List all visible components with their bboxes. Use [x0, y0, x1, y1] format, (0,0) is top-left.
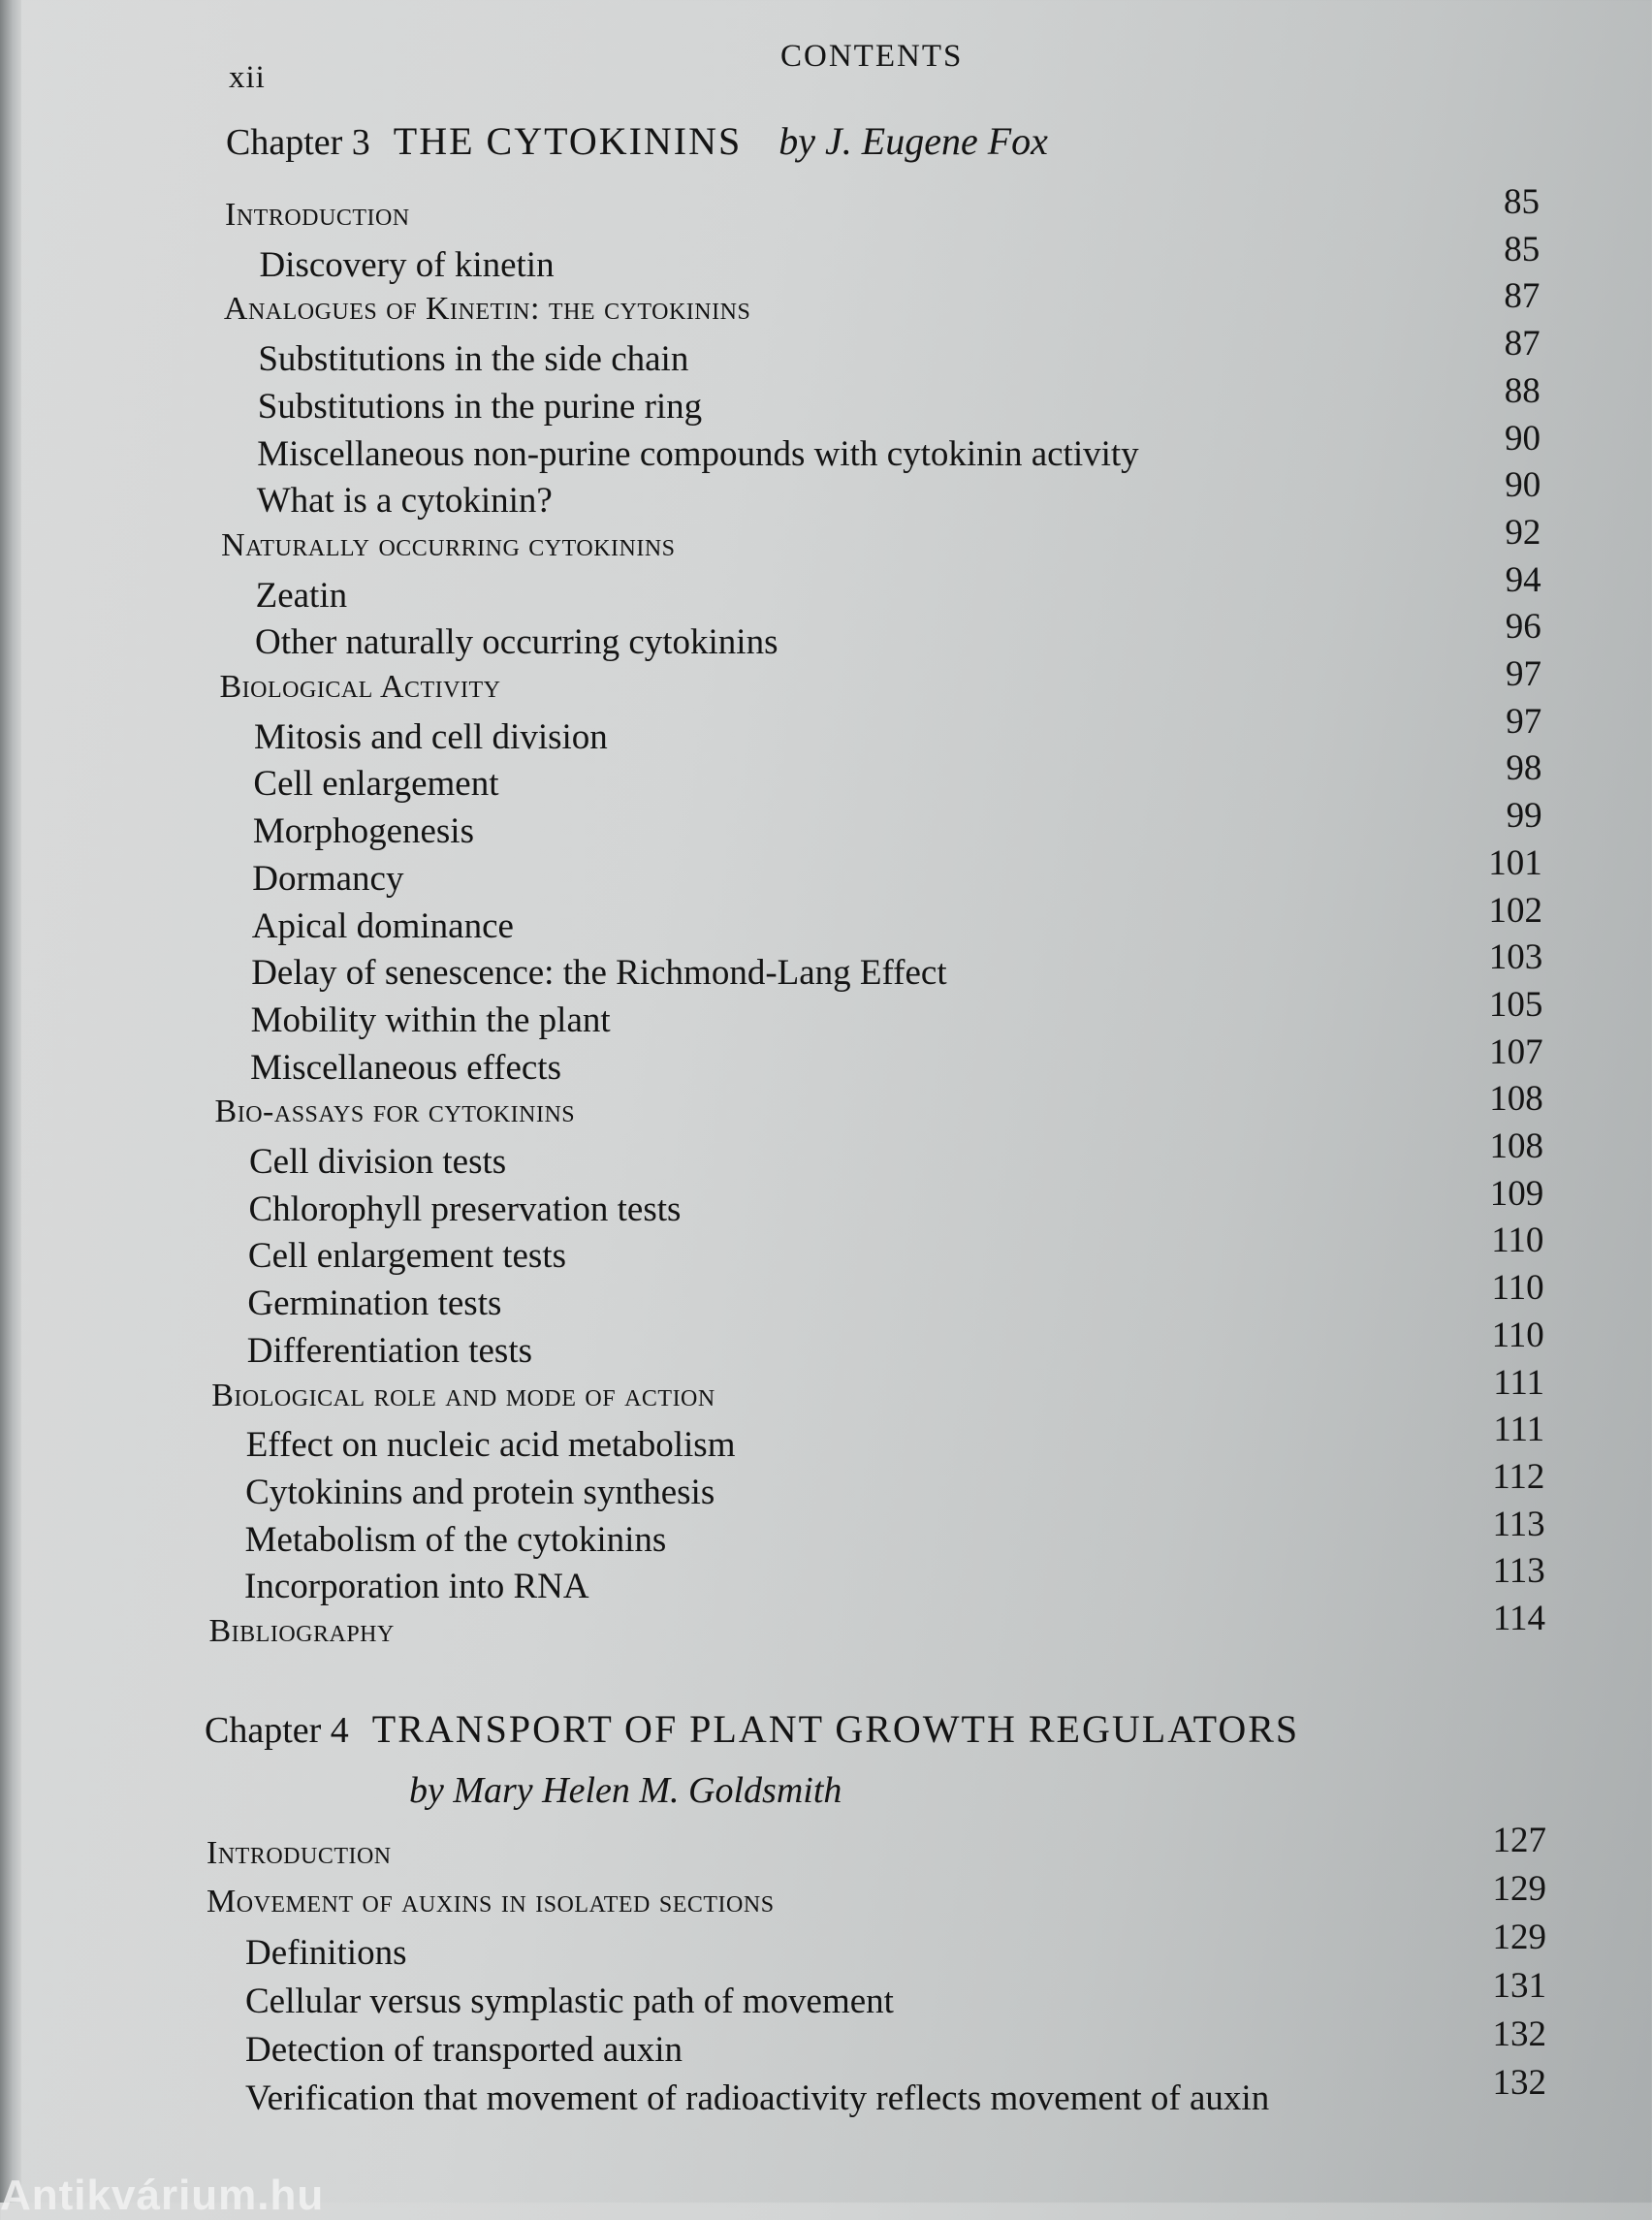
- toc-entry-title: Effect on nucleic acid metabolism: [245, 1425, 736, 1466]
- toc-section-title: Introduction: [225, 197, 410, 233]
- toc-page-number: 108: [1489, 1079, 1543, 1120]
- page-edge: [0, 0, 21, 2203]
- toc-entry-title: Cellular versus symplastic path of movement: [245, 1982, 894, 2021]
- toc-entry-title: Cell division tests: [249, 1142, 507, 1182]
- toc-entry-title: Substitutions in the purine ring: [257, 386, 703, 427]
- chapter-3-heading: [226, 118, 1048, 164]
- toc-entry-title: Delay of senescence: the Richmond-Lang Effect: [251, 953, 947, 994]
- toc-entry-title: Cell enlargement: [253, 764, 499, 805]
- chapter-3-label: Chapter 3: [226, 122, 370, 163]
- toc-section-title: Biological Activity: [219, 669, 501, 705]
- toc-entry-title: Discovery of kinetin: [259, 244, 555, 285]
- toc-page-number: 102: [1488, 890, 1542, 931]
- toc-entry-title: Incorporation into RNA: [244, 1567, 589, 1607]
- toc-entry-title: Definitions: [245, 1933, 407, 1973]
- toc-entry-title: Detection of transported auxin: [245, 2030, 683, 2070]
- toc-page-number: 111: [1493, 1362, 1544, 1403]
- toc-page-number: 107: [1489, 1031, 1543, 1072]
- toc-page-number: 127: [1492, 1821, 1546, 1860]
- toc-entry-title: Verification that movement of radioactivity reflects movement of auxin: [245, 2078, 1270, 2118]
- watermark: Antikvárium.hu: [0, 2172, 325, 2219]
- toc-page-number: 110: [1491, 1221, 1544, 1261]
- toc-entry-title: Differentiation tests: [246, 1330, 533, 1371]
- running-title: CONTENTS: [780, 39, 964, 74]
- toc-page-number: 112: [1492, 1456, 1545, 1497]
- toc-page-number: 129: [1492, 1869, 1546, 1909]
- chapter-4-author: by Mary Helen M. Goldsmith: [409, 1770, 842, 1811]
- toc-page-number: 114: [1492, 1599, 1545, 1638]
- toc-page-number: 87: [1504, 276, 1541, 317]
- toc-entry-title: Mitosis and cell division: [253, 716, 608, 757]
- chapter-4-title: TRANSPORT OF PLANT GROWTH REGULATORS: [371, 1707, 1300, 1751]
- toc-page-number: 85: [1504, 229, 1541, 270]
- toc-page-number: 97: [1506, 701, 1542, 742]
- toc-page-number: 132: [1492, 2014, 1546, 2054]
- toc-entry-title: What is a cytokinin?: [256, 481, 553, 522]
- toc-page-number: 132: [1492, 2063, 1546, 2103]
- toc-entry-title: Miscellaneous effects: [250, 1047, 561, 1088]
- toc-page-number: 110: [1491, 1268, 1544, 1309]
- toc-entry-title: Dormancy: [252, 858, 404, 899]
- toc-page-number: 110: [1491, 1315, 1544, 1355]
- toc-page-number: 113: [1492, 1551, 1545, 1592]
- toc-section-title: Bio-assays for cytokinins: [214, 1094, 576, 1130]
- toc-section-title: Biological role and mode of action: [211, 1377, 715, 1413]
- toc-page-number: 108: [1489, 1126, 1543, 1166]
- toc-page-number: 96: [1505, 607, 1541, 648]
- toc-entry-title: Cytokinins and protein synthesis: [245, 1472, 715, 1512]
- toc-entry-title: Cell enlargement tests: [247, 1236, 567, 1277]
- toc-entry-title: Zeatin: [255, 575, 348, 616]
- toc-page-number: 109: [1489, 1173, 1544, 1214]
- toc-entry-title: Morphogenesis: [252, 811, 474, 852]
- toc-section-title: Bibliography: [208, 1613, 395, 1649]
- toc-page-number: 90: [1505, 418, 1541, 459]
- toc-entry-title: Substitutions in the side chain: [258, 339, 689, 380]
- toc-page-number: 103: [1488, 937, 1543, 978]
- chapter-4-heading: [205, 1706, 1299, 1752]
- toc-entry-title: Other naturally occurring cytokinins: [255, 622, 778, 663]
- toc-section-title: Analogues of Kinetin: the cytokinins: [223, 291, 751, 328]
- toc-page-number: 97: [1506, 654, 1541, 694]
- toc-entry-title: Metabolism of the cytokinins: [244, 1519, 667, 1560]
- toc-page-number: 99: [1506, 796, 1542, 837]
- toc-page-number: 88: [1504, 370, 1541, 411]
- toc-section-title: Naturally occurring cytokinins: [221, 526, 676, 563]
- toc-page-number: 111: [1493, 1410, 1545, 1450]
- toc-entry-title: Apical dominance: [251, 905, 514, 946]
- toc-page-number: 85: [1504, 182, 1540, 222]
- toc-page-number: 101: [1488, 842, 1542, 883]
- toc-page-number: 105: [1488, 984, 1543, 1025]
- toc-entry-title: Germination tests: [247, 1284, 502, 1324]
- toc-entry-title: Mobility within the plant: [250, 999, 611, 1040]
- chapter-3-author: by J. Eugene Fox: [778, 119, 1048, 163]
- toc-entry-title: Chlorophyll preservation tests: [248, 1189, 682, 1229]
- chapter-3-title: THE CYTOKININS: [393, 119, 743, 163]
- toc-page-number: 92: [1505, 512, 1541, 553]
- page-number: xii: [229, 60, 266, 95]
- toc-section-title: Introduction: [206, 1835, 392, 1871]
- toc-page-number: 98: [1506, 748, 1542, 789]
- toc-section-title: Movement of auxins in isolated sections: [206, 1884, 775, 1919]
- chapter-4-label: Chapter 4: [205, 1710, 349, 1751]
- toc-page-number: 113: [1492, 1504, 1545, 1544]
- toc-page-number: 90: [1505, 465, 1541, 506]
- toc-page-number: 94: [1505, 559, 1541, 600]
- toc-page-number: 129: [1492, 1918, 1546, 1957]
- toc-page-number: 87: [1504, 324, 1541, 365]
- toc-page-number: 131: [1492, 1966, 1546, 2006]
- toc-entry-title: Miscellaneous non-purine compounds with cytokinin activity: [257, 433, 1139, 474]
